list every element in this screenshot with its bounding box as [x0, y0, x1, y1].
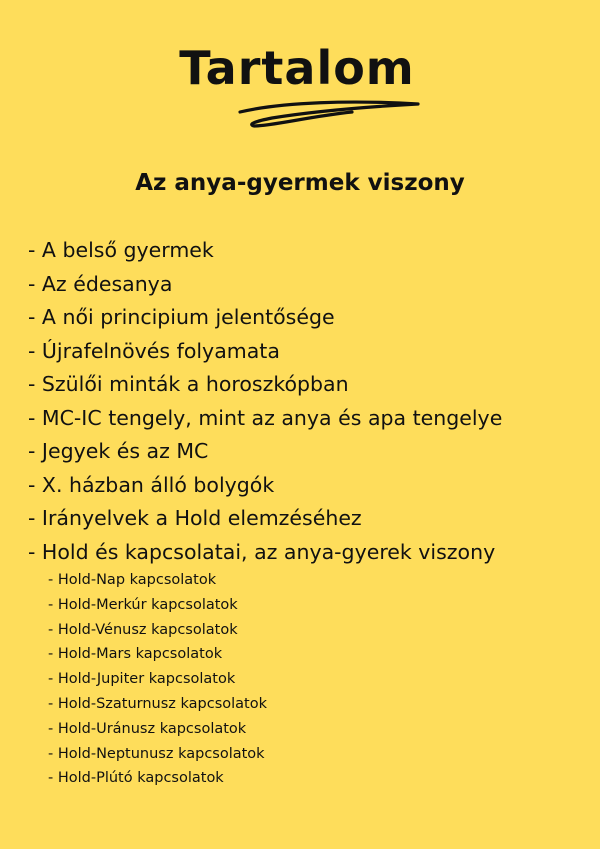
list-item: - Hold és kapcsolatai, az anya-gyerek viszony — [28, 539, 496, 564]
sub-list-item: - Hold-Jupiter kapcsolatok — [48, 671, 236, 688]
section-heading: Az anya-gyermek viszony — [135, 170, 465, 196]
sub-list-item: - Hold-Mars kapcsolatok — [48, 646, 223, 663]
main-topic-list — [28, 234, 502, 569]
title-container — [0, 38, 600, 98]
list-item: - Az édesanya — [28, 271, 173, 296]
list-item: - Újrafelnövés folyamata — [28, 338, 280, 363]
list-item: - X. házban álló bolygók — [28, 472, 275, 497]
sub-list-item: - Hold-Plútó kapcsolatok — [48, 770, 224, 787]
list-item: - A belső gyermek — [28, 238, 214, 262]
sub-list-item: - Hold-Vénusz kapcsolatok — [48, 621, 238, 638]
list-item: - Irányelvek a Hold elemzéséhez — [28, 506, 362, 530]
sub-topic-list — [48, 568, 267, 791]
title-underline-scribble — [232, 96, 422, 130]
list-item: - MC-IC tengely, mint az anya és apa tengelye — [28, 405, 503, 430]
list-item: - A női principium jelentősége — [28, 305, 335, 329]
page-title: Tartalom — [179, 41, 415, 95]
sub-list-item: - Hold-Nap kapcsolatok — [48, 572, 217, 588]
sub-list-item: - Hold-Merkúr kapcsolatok — [48, 596, 238, 613]
sub-list-item: - Hold-Neptunusz kapcsolatok — [48, 745, 265, 762]
sub-list-item: - Hold-Szaturnusz kapcsolatok — [48, 695, 268, 712]
list-item: - Jegyek és az MC — [28, 439, 209, 463]
list-item: - Szülői minták a horoszkópban — [28, 372, 349, 396]
sub-list-item: - Hold-Uránusz kapcsolatok — [48, 720, 247, 737]
